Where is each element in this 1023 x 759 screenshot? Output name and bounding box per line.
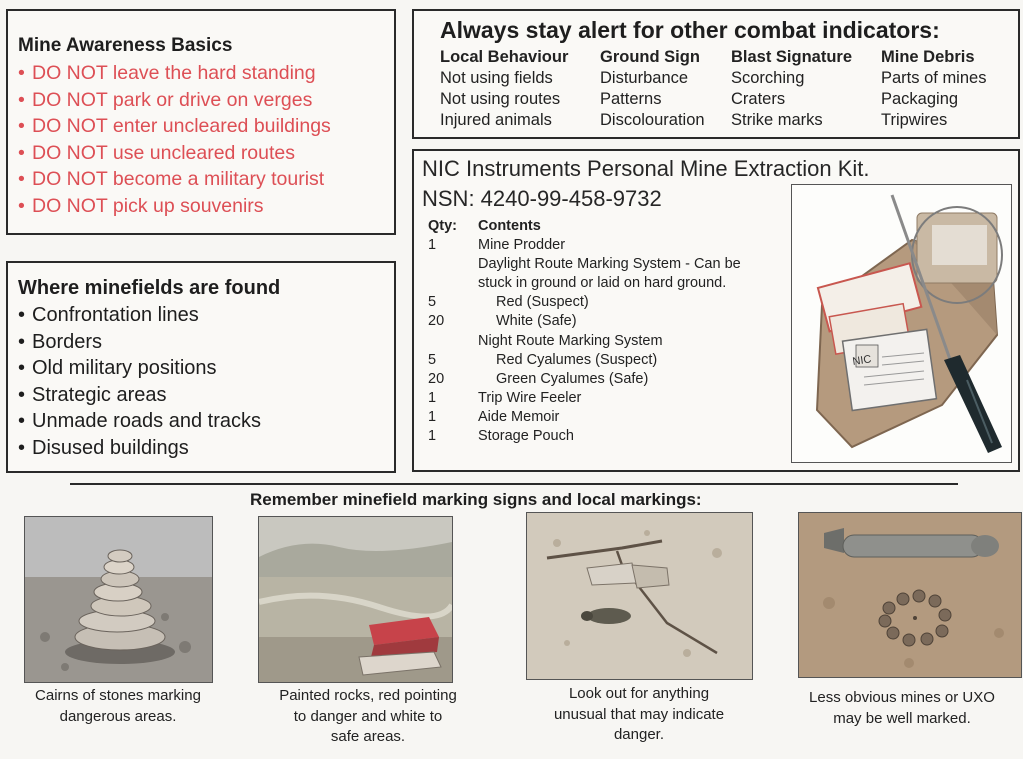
caption-line: safe areas.: [330, 728, 406, 745]
kit-content: Red Cyalumes (Suspect): [496, 351, 658, 368]
kit-content: Trip Wire Feeler: [478, 389, 582, 406]
kit-qty: 1: [428, 237, 437, 254]
contents-header: Contents: [478, 218, 541, 234]
found-item: • Confrontation lines: [18, 304, 199, 326]
indicator-item: Packaging: [881, 90, 959, 108]
kit-nsn: NSN: 4240-99-458-9732: [422, 186, 662, 211]
kit-row: [428, 274, 798, 293]
indicator-column-blast-signature: [731, 47, 852, 131]
caption-line: to danger and white to: [293, 707, 443, 725]
indicator-item: Injured animals: [440, 111, 552, 129]
kit-qty: 5: [428, 351, 437, 368]
caption-line: Painted rocks, red pointing: [279, 687, 457, 704]
indicator-column-mine-debris: [881, 47, 986, 131]
basics-item: • DO NOT use uncleared routes: [18, 141, 296, 164]
stone-cairn-image: [25, 517, 212, 682]
found-item: • Borders: [18, 330, 103, 353]
indicator-item: Not using routes: [440, 90, 561, 108]
extraction-kit-panel: [412, 149, 1020, 472]
mine-extraction-kit-image: [792, 185, 1011, 462]
kit-qty: 5: [428, 294, 437, 311]
kit-content: Storage Pouch: [478, 428, 574, 445]
kit-content: Mine Prodder: [478, 237, 566, 254]
indicator-column-heading: Mine Debris: [881, 48, 975, 66]
caption-line: dangerous areas.: [59, 707, 177, 725]
caption-painted-rocks: [248, 686, 488, 748]
found-list: [18, 302, 261, 461]
caption-line: may be well marked.: [833, 709, 971, 727]
basics-item: • DO NOT park or drive on verges: [18, 88, 313, 111]
indicator-item: Not using fields: [440, 69, 553, 87]
basics-list: [18, 60, 331, 219]
painted-rocks-image: [259, 517, 452, 682]
kit-qty: [428, 274, 478, 293]
uxo-photo: [798, 512, 1022, 678]
basics-item: • DO NOT become a military tourist: [18, 168, 325, 190]
kit-content: stuck in ground or laid on hard ground.: [478, 275, 727, 292]
pouch-label: NIC: [851, 353, 873, 368]
caption-unusual: [515, 684, 763, 746]
kit-qty: 20: [428, 313, 445, 330]
found-title: Where minefields are found: [18, 277, 281, 299]
indicator-item: Discolouration: [600, 111, 705, 129]
indicator-item: Parts of mines: [881, 69, 987, 87]
basics-item: • DO NOT enter uncleared buildings: [18, 115, 331, 137]
found-item: • Strategic areas: [18, 383, 167, 406]
caption-uxo: [784, 688, 1020, 729]
kit-row: [428, 408, 798, 427]
uxo-mine-image: [799, 513, 1021, 677]
where-minefields-found-panel: [6, 261, 396, 473]
indicator-item: Scorching: [731, 69, 805, 87]
indicators-title: Always stay alert for other combat indicators:: [440, 17, 940, 43]
kit-row: [428, 236, 798, 255]
painted-rocks-photo: [258, 516, 453, 683]
indicator-item: Patterns: [600, 90, 662, 108]
found-item: • Disused buildings: [18, 436, 189, 459]
section-divider: [70, 483, 958, 485]
basics-item: • DO NOT pick up souvenirs: [18, 194, 264, 217]
cairn-photo: [24, 516, 213, 683]
kit-row: [428, 370, 798, 389]
indicator-column-local-behaviour: [440, 47, 568, 131]
kit-row: [428, 427, 798, 446]
basics-title: Mine Awareness Basics: [18, 35, 233, 56]
kit-row: [428, 293, 798, 312]
kit-content: Daylight Route Marking System - Can be: [478, 256, 741, 273]
found-item: • Unmade roads and tracks: [18, 410, 262, 432]
kit-contents-table: [428, 217, 798, 446]
kit-qty: 20: [428, 370, 445, 387]
kit-row: [428, 255, 798, 274]
kit-qty: 1: [428, 389, 437, 406]
indicator-item: Craters: [731, 90, 786, 108]
kit-title: NIC Instruments Personal Mine Extraction Kit.: [422, 156, 870, 181]
kit-content: Aide Memoir: [478, 408, 560, 425]
basics-item: • DO NOT leave the hard standing: [18, 62, 316, 84]
caption-line: unusual that may indicate: [553, 705, 725, 723]
kit-row: [428, 389, 798, 408]
kit-table-header: [428, 217, 798, 236]
kit-row: [428, 312, 798, 331]
kit-row: [428, 351, 798, 370]
indicator-column-heading: Blast Signature: [731, 48, 853, 66]
combat-indicators-panel: [412, 9, 1020, 139]
indicator-column-heading: Ground Sign: [600, 48, 700, 66]
found-item: • Old military positions: [18, 357, 217, 379]
indicator-item: Disturbance: [600, 69, 689, 87]
kit-content: White (Safe): [496, 313, 577, 330]
kit-qty: [428, 255, 478, 274]
indicator-item: Tripwires: [881, 111, 948, 129]
kit-content: Red (Suspect): [496, 294, 589, 311]
markings-title: Remember minefield marking signs and local markings:: [250, 490, 702, 509]
qty-header: Qty:: [428, 218, 457, 234]
kit-content: Night Route Marking System: [478, 332, 663, 349]
mine-awareness-basics-panel: [6, 9, 396, 235]
indicator-column-ground-sign: [600, 47, 705, 131]
caption-cairns: [0, 686, 236, 727]
kit-content: Green Cyalumes (Safe): [496, 370, 649, 387]
kit-qty: 1: [428, 408, 437, 425]
kit-photo: [791, 184, 1012, 463]
indicator-item: Strike marks: [731, 111, 823, 129]
caption-line: Cairns of stones marking: [35, 687, 201, 704]
kit-row: [428, 332, 798, 351]
caption-line: danger.: [613, 726, 665, 743]
unusual-objects-photo: [526, 512, 753, 680]
caption-line: Less obvious mines or UXO: [809, 689, 995, 706]
kit-qty: 1: [428, 428, 437, 445]
indicator-column-heading: Local Behaviour: [440, 48, 569, 66]
kit-qty: [428, 332, 478, 351]
unusual-objects-image: [527, 513, 752, 679]
caption-line: Look out for anything: [568, 685, 710, 702]
